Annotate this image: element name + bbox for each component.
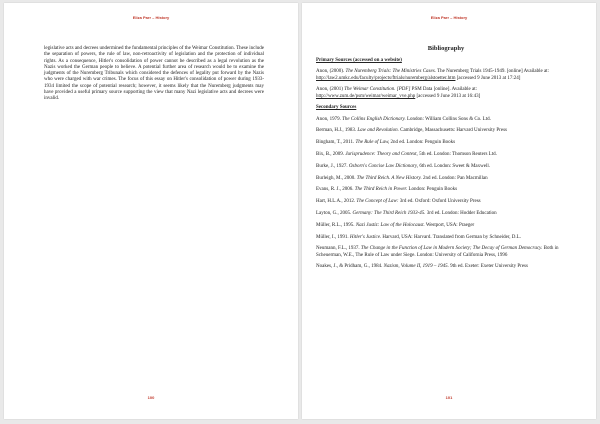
entry-url-link[interactable]: http://law2.umkc.edu/faculty/projects/ftrials/nuremberg/alstoetter.htm <box>316 75 456 81</box>
bibliography-entry <box>316 199 576 205</box>
bibliography-entry <box>316 140 576 146</box>
entry-post-text: 5th ed. London: Thomson Reuters Ltd. <box>417 152 497 157</box>
entry-pre-text: Anon, (2001) <box>316 87 345 93</box>
right-page <box>302 3 596 419</box>
entry-pre-text: Hart, H.L.A., 2012. <box>316 199 357 205</box>
primary-sources-list <box>316 69 576 99</box>
entry-pre-text: Bingham, T., 2011. <box>316 140 356 146</box>
bibliography-entry <box>316 264 576 270</box>
left-page-number: 100 <box>147 395 155 400</box>
entry-pre-text: Berman, H.J., 1983. <box>316 128 358 134</box>
right-page-header: Eliza Parr – History <box>430 15 468 20</box>
entry-post-text: PSM Data [online]. Available at: <box>410 87 477 93</box>
entry-pre-text: Anon, 1979. <box>316 116 343 122</box>
bibliography-entry <box>316 211 576 217</box>
entry-pre-text: Bix, B., 2009. <box>316 152 346 157</box>
bibliography-entry <box>316 223 576 229</box>
entry-post-text: Harvard, USA: Harvard. Translated from German by Schneider, D.L. <box>381 234 521 240</box>
entry-italic-text: The Concept of Law: <box>356 199 399 205</box>
entry-pre-text: Müller, I., 1991. <box>316 234 350 240</box>
bibliography-entry <box>316 164 576 170</box>
primary-sources-heading: Primary Sources (accessed on a website) <box>316 58 402 64</box>
entry-tail-text: [accessed 9 June 2013 at 16:43] <box>415 93 481 99</box>
entry-italic-text: The Third Reich. A New History. <box>356 175 422 181</box>
entry-italic-text: Germany: The Third Reich 1933-45. <box>352 210 426 216</box>
entry-italic-text: The Change in the Function of Law in Modern Society; The Decay of German Democracy. <box>360 246 543 252</box>
entry-italic-text: The Nuremberg Trials: The Ministries Cases. <box>345 69 436 75</box>
entry-italic-text: The Weimar Constitution. [PDF] <box>344 87 411 93</box>
left-body-text: legislative acts and decrees undermined the fundamental principles of the Weimar Constitution. These include the separation of powers, the rule of law, non-retroactivity of legislation and the protection of individual rights. As a consequence, Hitler's consolidation of power cannot be described as a legal revolution as the Nazis worked the German people to believe. A potential further area of research would be to examine the judgments of the Nuremberg Tribunals which considered the defences of legality put forward by the Nazis who were charged with war crimes. The focus of this essay on Hitler's consolidation of power during 1933-1934 limited the scope of potential research; however, it seems likely that the Nuremberg judgments may have provided a useful primary source supporting the view that many Nazi legislative acts and decrees were invalid. <box>44 46 264 102</box>
entry-pre-text: Evans, R. J., 2006. <box>316 187 355 193</box>
entry-italic-text: The Collins English Dictionary. <box>342 116 406 122</box>
entry-post-text: The Nuremberg Trials 1945-1949. [online] Available at: <box>435 69 549 75</box>
entry-post-text: London: Penguin Books <box>407 187 458 193</box>
entry-post-text: Westport, USA: Praeger <box>424 222 475 228</box>
entry-pre-text: Anon, (2000). <box>316 69 346 75</box>
entry-italic-text: Nazism, Volume II, 1919 – 1945. <box>383 264 449 270</box>
left-page <box>4 3 298 419</box>
bibliography-title: Bibliography <box>427 45 465 52</box>
entry-pre-text: Burke, J., 1927. <box>316 163 349 169</box>
secondary-sources-heading: Secondary Sources <box>316 105 357 111</box>
entry-post-text: 3rd ed. London: Hodder Education <box>425 210 497 216</box>
entry-post-text: 3rd ed. Oxford: Oxford University Press <box>398 199 481 205</box>
left-page-header: Eliza Parr – History <box>132 15 170 20</box>
bibliography-entry <box>316 87 576 99</box>
bibliography-entry <box>316 152 576 158</box>
entry-tail-text: [accessed 9 June 2013 at 17:24] <box>455 75 521 81</box>
entry-post-text: 6th ed. London: Sweet & Maxwell. <box>418 163 490 169</box>
bibliography-entry <box>316 246 576 258</box>
secondary-sources-list <box>316 117 576 271</box>
entry-post-text: 2nd ed. London: Penguin Books <box>389 140 456 146</box>
entry-post-text: Cambridge, Massachusetts: Harvard University Press <box>398 128 507 134</box>
right-page-number: 101 <box>445 395 453 400</box>
bibliography-entry <box>316 187 576 193</box>
entry-url-link[interactable]: http://www.zum.de/psm/weimar/weimar_vve.php <box>316 93 416 99</box>
entry-italic-text: Law and Revolution. <box>357 128 399 134</box>
entry-post-text: London: William Collins Sons & Co. Ltd. <box>405 116 491 122</box>
bibliography-entry <box>316 128 576 134</box>
entry-post-text: 2nd ed. London: Pan Macmillan <box>421 175 488 181</box>
entry-italic-text: Hitler's Justice. <box>349 234 382 240</box>
entry-pre-text: Müller, R.L., 1995. <box>316 222 356 228</box>
bibliography <box>316 46 576 276</box>
bibliography-entry <box>316 176 576 182</box>
entry-italic-text: Jurisprudence: Theory and Context, <box>345 152 418 157</box>
entry-pre-text: Layton, G., 2005. <box>316 210 353 216</box>
bibliography-entry <box>316 235 576 241</box>
bibliography-entry <box>316 117 576 123</box>
entry-post-text: Both in Scheuerman, W.E., The Rule of Law under Siege. London: University of California Press, 1996 <box>316 246 559 258</box>
entry-pre-text: Neumann, F.L., 1937. <box>316 246 361 252</box>
entry-post-text: 9th ed. Exeter: Exeter University Press <box>448 264 528 270</box>
entry-italic-text: Osborn's Concise Law Dictionary, <box>348 163 419 169</box>
entry-italic-text: Nazi Justiz: Law of the Holocaust. <box>355 222 425 228</box>
entry-italic-text: The Third Reich in Power. <box>354 187 408 193</box>
bibliography-entry <box>316 69 576 81</box>
entry-italic-text: The Rule of Law, <box>355 140 390 146</box>
entry-pre-text: Noakes, J., & Pridham, G., 1984. <box>316 264 384 270</box>
entry-pre-text: Burleigh, M., 2000. <box>316 175 357 181</box>
